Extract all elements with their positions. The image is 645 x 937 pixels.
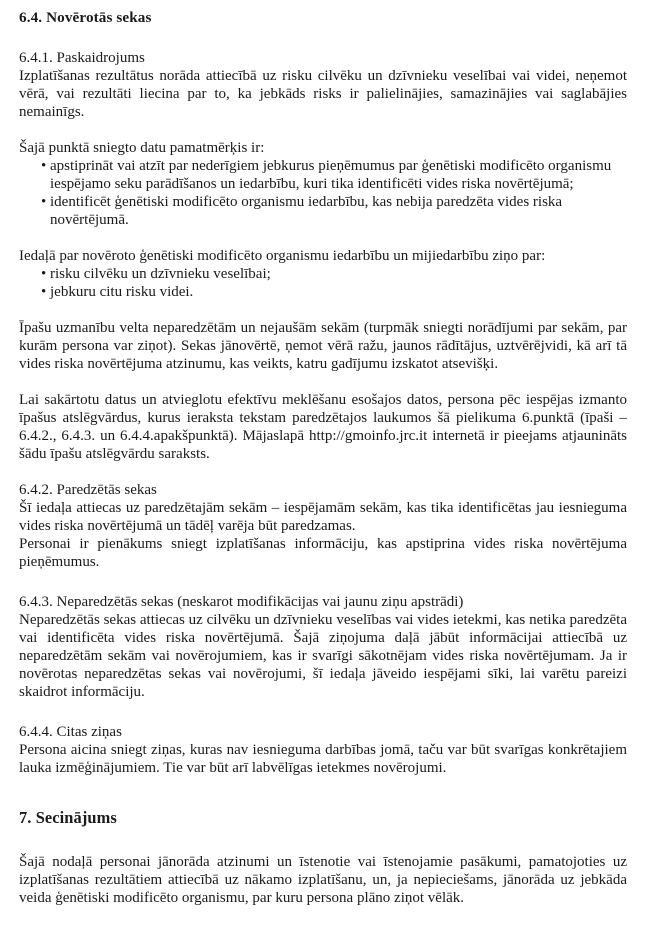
heading-6-4-3: 6.4.3. Neparedzētās sekas (neskarot modifikācijas vai jaunu ziņu apstrādi) [19, 594, 464, 610]
bullet-icon: • [41, 266, 47, 282]
lead-in-purpose-of-data: Šajā punktā sniegto datu pamatmērķis ir: [19, 140, 265, 156]
paragraph-6-4-2-a: Šī iedaļa attiecas uz paredzētajām sekām – iespējamām sekām, kas tika identificētas jau iesnieguma vides riska novērtējumā un tādēļ varēja būt paredzamas. [19, 500, 627, 534]
paragraph-6-4-1-explanation: Izplatīšanas rezultātus norāda attiecībā uz risku cilvēku un dzīvnieku veselībai vai videi, neņemot vērā, vai rezultāti liecina par to, ka jebkāds risks ir palielinājies, samazinājies vai saglabājies nemainīgs. [19, 68, 627, 120]
list-item [19, 193, 627, 229]
spacer [19, 463, 627, 481]
spacer [19, 571, 627, 593]
heading-6-4-1: 6.4.1. Paskaidrojums [19, 50, 145, 66]
heading-6-4-2: 6.4.2. Paredzētās sekas [19, 482, 157, 498]
spacer [19, 701, 627, 723]
paragraph-7-conclusion: Šajā nodaļā personai jānorāda atzinumi un īstenotie vai īstenojamie pasākumi, pamatojoties uz izplatīšanas rezultātiem attiecībā uz nākamo izplatīšanu, un, ja nepieciešams, jānorāda uz jebkāda veida ģenētiski modificēto organismu, par kuru persona plāno ziņot vēlāk. [19, 854, 627, 906]
spacer [19, 121, 627, 139]
spacer [19, 827, 627, 853]
bullet-list-risks [19, 265, 627, 301]
list-item-label: jebkuru citu risku videi. [50, 284, 194, 300]
list-item-label: risku cilvēku un dzīvnieku veselībai; [50, 266, 271, 282]
bullet-icon: • [41, 194, 47, 210]
list-item [19, 157, 627, 193]
list-item-label: apstiprināt vai atzīt par nederīgiem jebkurus pieņēmumus par ģenētiski modificēto organismu iespējamo seku parādīšanos un iedarbību, kuri tika identificēti vides riska novērtējumā; [50, 158, 612, 192]
paragraph-unintended-effects-attention: Īpašu uzmanību velta neparedzētām un nejaušām sekām (turpmāk sniegti norādījumi par sekām, par kurām persona var ziņot). Sekas jānovērtē, ņemot vērā ražu, jaunos rādītājus, uztvērējvidi, kā arī tā vides riska novērtējuma atzinumu, kas veikts, katru gadījumu izskatot atsevišķi. [19, 320, 627, 372]
spacer [19, 229, 627, 247]
paragraph-6-4-3: Neparedzētās sekas attiecas uz cilvēku un dzīvnieku veselības vai vides ietekmi, kas netika paredzēta vai identificēta vides riska novērtējumā. Šajā ziņojuma daļā jābūt informācijai attiecībā uz neparedzētām sekām vai novērojumiem, kas ir svarīgi sākotnējam vides riska novērtējumam. Ja ir novērotas neparedzētas sekas vai novērojumi, šī iedaļa jāveido iespējami sīki, lai varētu pareizi skaidrot informāciju. [19, 612, 627, 700]
bullet-icon: • [41, 158, 47, 174]
spacer-top [19, 0, 627, 9]
spacer [19, 373, 627, 391]
list-item-label: identificēt ģenētiski modificēto organismu iedarbību, kas nebija paredzēta vides riska novērtējumā. [50, 194, 563, 228]
paragraph-keywords-and-website: Lai sakārtotu datus un atvieglotu efektīvu meklēšanu esošajos datos, persona pēc iespējas izmanto īpašus atslēgvārdus, kurus ieraksta tekstam paredzētajos laukumos šā pielikuma 6.punktā (īpaši – 6.4.2., 6.4.3. un 6.4.4.apakšpunktā). Mājaslapā http://gmoinfo.jrc.it internetā ir pieejams atjaunināts šādu īpašu atslēgvārdu saraksts. [19, 392, 627, 462]
spacer [19, 27, 627, 49]
page-content [19, 0, 627, 907]
lead-in-interactions-report: Iedaļā par novēroto ģenētiski modificēto organismu iedarbību un mijiedarbību ziņo par: [19, 248, 546, 264]
heading-6-4: 6.4. Novērotās sekas [19, 9, 152, 26]
heading-7-conclusion: 7. Secinājums [19, 808, 117, 827]
spacer [19, 777, 627, 809]
list-item [19, 283, 627, 301]
paragraph-6-4-4: Persona aicina sniegt ziņas, kuras nav iesnieguma darbības jomā, taču var būt svarīgas konkrētajiem lauka izmēģinājumiem. Tie var būt arī labvēlīgas ietekmes novērojumi. [19, 742, 627, 776]
bullet-icon: • [41, 284, 47, 300]
list-item [19, 265, 627, 283]
paragraph-6-4-2-b: Personai ir pienākums sniegt izplatīšanas informāciju, kas apstiprina vides riska novērtējuma pieņēmumus. [19, 536, 627, 570]
spacer [19, 301, 627, 319]
heading-6-4-4: 6.4.4. Citas ziņas [19, 724, 122, 740]
bullet-list-purpose [19, 157, 627, 229]
